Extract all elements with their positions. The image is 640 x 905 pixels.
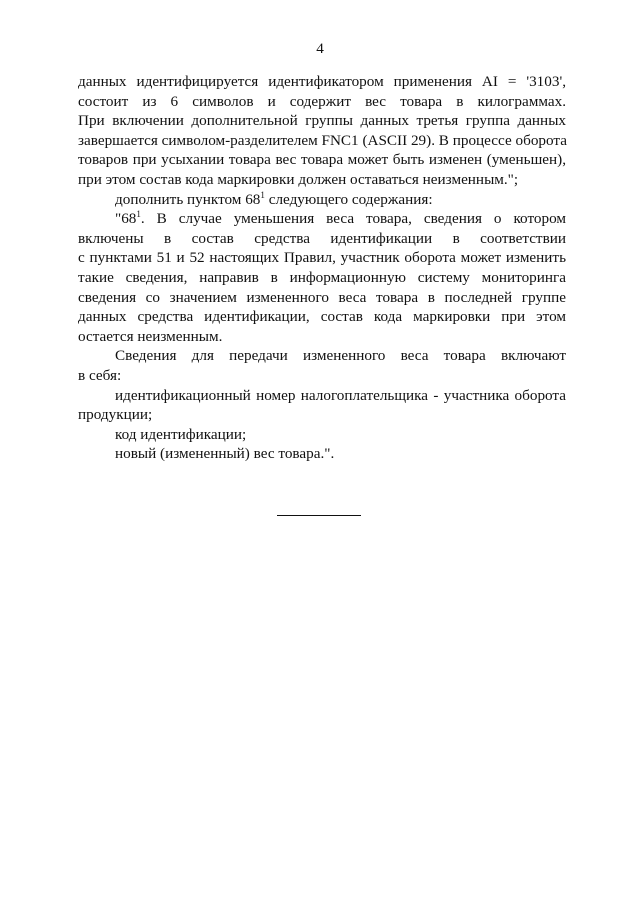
text-line: идентификационный номер налогоплательщика - участника оборота [115, 386, 566, 404]
text-line: товаров при усыхании товара вес товара может быть изменен (уменьшен), [78, 151, 566, 169]
text-line [115, 191, 433, 208]
text-line: включены в состав средства идентификации в соответствии [78, 229, 566, 247]
text-line: в себя: [78, 366, 122, 384]
text-line: При включении дополнительной группы данных третья группа данных [78, 112, 566, 130]
text-line: завершается символом-разделителем FNC1 (ASCII 29). В процессе оборота [78, 131, 567, 149]
text-line: сведения со значением измененного веса товара в последней группе [78, 288, 566, 306]
paragraph-new-weight [78, 444, 566, 464]
text-line: продукции; [78, 406, 153, 424]
text-line: состоит из 6 символов и содержит вес товара в килограммах. [78, 92, 566, 110]
text-line: данных средства идентификации, состав кода маркировки при этом [78, 308, 566, 326]
paragraph-ai-3103 [78, 72, 566, 190]
superscript: 1 [136, 209, 141, 220]
text-fragment: следующего содержания: [264, 190, 433, 208]
paragraph-inn [78, 386, 566, 425]
text-line: код идентификации; [115, 425, 247, 443]
paragraph-code [78, 425, 566, 445]
paragraph-point-68-1 [78, 209, 566, 346]
text-line: при этом состав кода маркировки должен оставаться неизменным."; [78, 170, 519, 188]
text-fragment: дополнить пунктом 68 [115, 190, 261, 208]
text-line: такие сведения, направив в информационную систему мониторинга [78, 268, 566, 286]
text-line: данных идентифицируется идентификатором применения AI = '3103', [78, 73, 566, 90]
paragraph-weight-info [78, 346, 566, 385]
text-line: новый (измененный) вес товара.". [115, 445, 335, 463]
text-line: Сведения для передачи измененного веса товара включают [115, 347, 566, 365]
text-fragment: "68 [115, 210, 137, 228]
page-number: 4 [316, 40, 324, 57]
text-line [78, 209, 566, 229]
text-line: с пунктами 51 и 52 настоящих Правил, участник оборота может изменить [78, 249, 566, 267]
text-fragment: . В случае уменьшения веса товара, сведения о котором [140, 210, 566, 228]
closing-rule [277, 515, 361, 516]
text-line: остается неизменным. [78, 327, 223, 345]
superscript: 1 [260, 189, 265, 200]
document-body [78, 72, 566, 464]
paragraph-add-point [78, 190, 566, 210]
